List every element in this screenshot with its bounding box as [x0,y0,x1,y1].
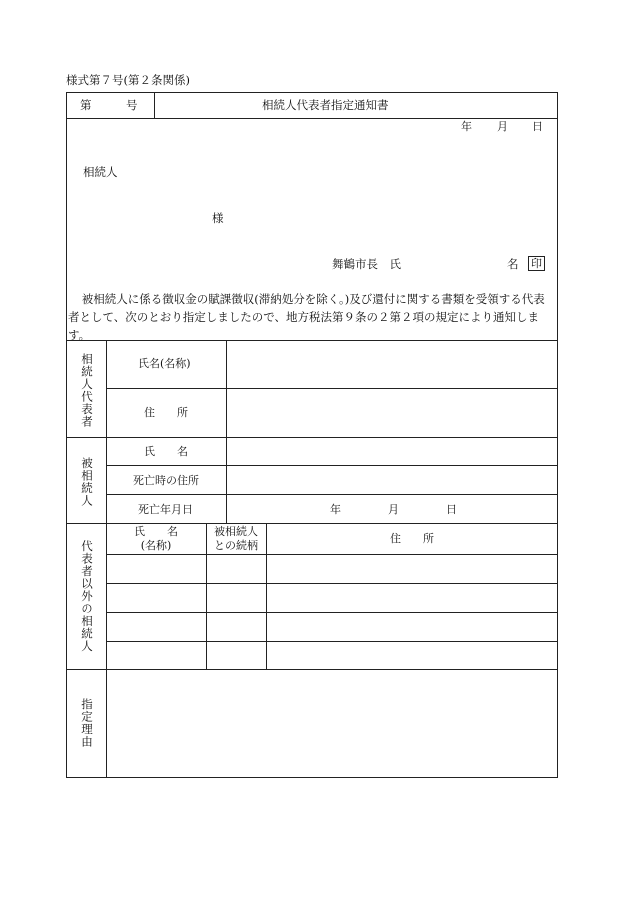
others-col-name-line1: 氏 名 [134,525,178,538]
form-number-label: 第 号 [80,98,138,112]
deceased-row-line-2 [106,494,558,495]
deceased-date-year: 年 [330,503,341,516]
section-label-column-line [106,340,107,778]
issuer-title: 舞鶴市長 氏 [332,257,401,271]
others-col-relation-line1: 被相続人 [214,525,258,538]
rep-row-line [106,388,558,389]
deceased-date-month: 月 [388,503,399,516]
others-row-line-1 [106,583,558,584]
rep-address-label: 住 所 [144,406,188,419]
others-section-label: 代表者以外の相続人 [80,540,94,653]
deceased-row-line-1 [106,465,558,466]
table-top-line [66,340,558,341]
deceased-date-day: 日 [446,503,457,516]
reason-section-label: 指定理由 [80,698,94,748]
deceased-section-bottom [66,523,558,524]
deceased-address-label: 死亡時の住所 [133,474,199,487]
deceased-section-label: 被相続人 [80,457,94,507]
others-row-line-2 [106,612,558,613]
rep-section-label: 相続人代表者 [80,353,94,428]
others-col-address: 住 所 [390,532,434,545]
issuer-name-label: 名 [507,257,519,271]
seal-mark [528,256,545,271]
deceased-name-label: 氏 名 [144,445,188,458]
form-frame [66,92,558,778]
deceased-date-label: 死亡年月日 [138,503,193,516]
header-bottom-line [66,118,558,119]
date-month: 月 [497,120,508,133]
others-header-bottom [106,554,558,555]
notice-body-text: 被相続人に係る徴収金の賦課徴収(滞納処分を除く。)及び還付に関する書類を受領する代表者として、次のとおり指定しましたので、地方税法第９条の２第２項の規定により通知します。 [68,292,545,342]
date-year: 年 [461,120,472,133]
rep-name-label: 氏名(名称) [138,357,191,370]
form-title: 相続人代表者指定通知書 [262,98,389,112]
date-day: 日 [532,120,543,133]
field-label-column-line [226,340,227,523]
others-section-bottom [66,669,558,670]
others-col-name-line2: (名称) [140,539,172,552]
rep-section-bottom [66,437,558,438]
form-caption: 様式第７号(第２条関係) [66,73,190,87]
others-row-line-3 [106,641,558,642]
addressee-label: 相続人 [83,165,118,179]
seal-text: 印 [528,256,545,271]
header-divider [154,92,155,118]
addressee-honorific: 様 [212,211,224,225]
others-col-relation-line2: との続柄 [214,539,258,552]
